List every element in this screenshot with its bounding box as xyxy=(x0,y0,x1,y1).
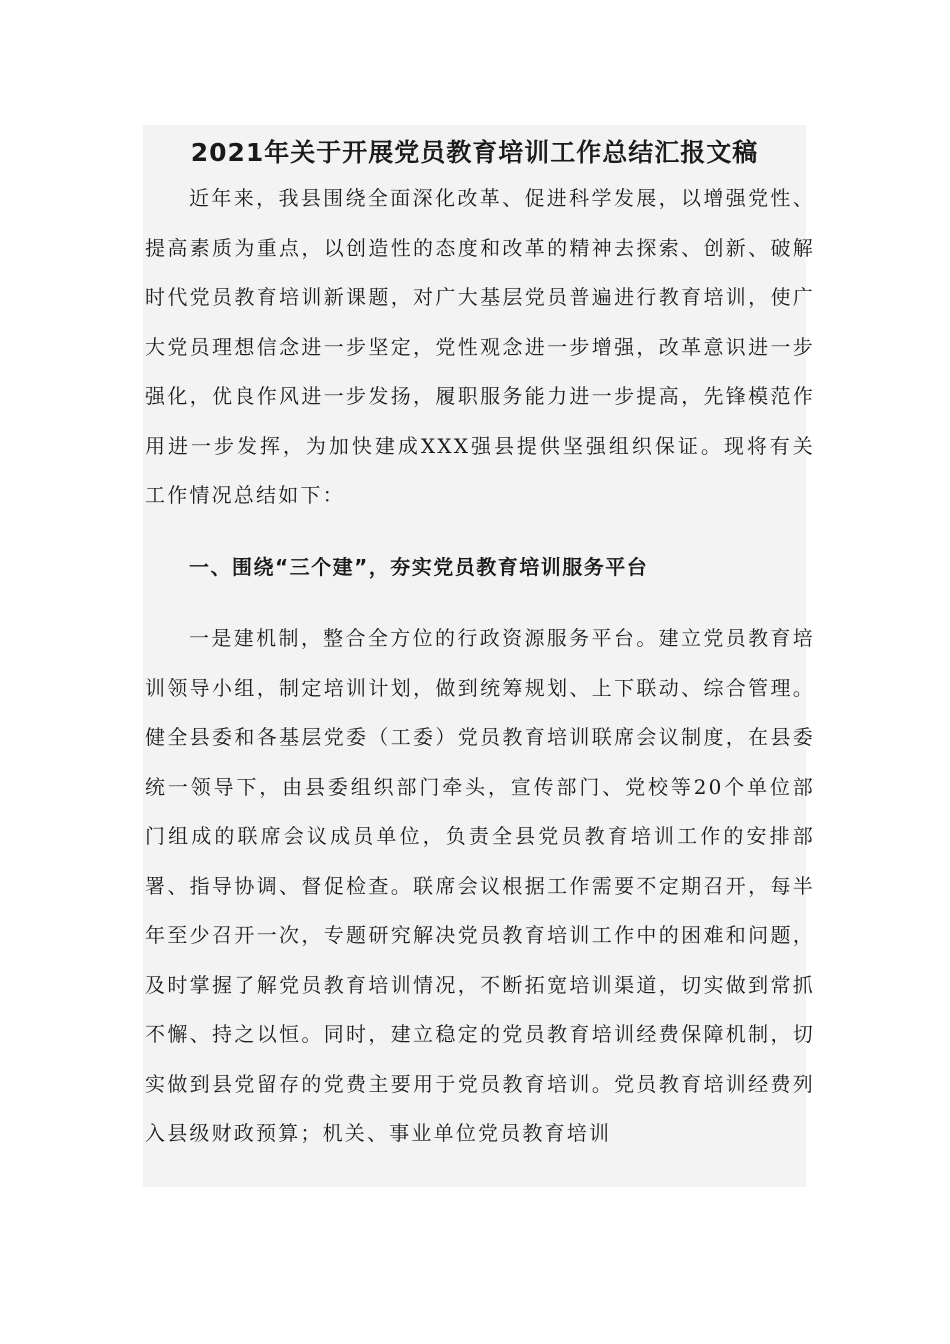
section-paragraph: 一是建机制，整合全方位的行政资源服务平台。建立党员教育培训领导小组，制定培训计划，做到统筹规划、上下联动、综合管理。健全县委和各基层党委（工委）党员教育培训联席会议制度，在县委统一领导下，由县委组织部门牵头，宣传部门、党校等20个单位部门组成的联席会议成员单位，负责全县党员教育培训工作的安排部署、指导协调、督促检查。联席会议根据工作需要不定期召开，每半年至少召开一次，专题研究解决党员教育培训工作中的困难和问题，及时掌握了解党员教育培训情况，不断拓宽培训渠道，切实做到常抓不懈、持之以恒。同时，建立稳定的党员教育培训经费保障机制，切实做到县党留存的党费主要用于党员教育培训。党员教育培训经费列入县级财政预算；机关、事业单位党员教育培训 xyxy=(145,626,815,1145)
document-title: 2021年关于开展党员教育培训工作总结汇报文稿 xyxy=(190,138,759,167)
intro-paragraph: 近年来，我县围绕全面深化改革、促进科学发展，以增强党性、提高素质为重点，以创造性的态度和改革的精神去探索、创新、破解时代党员教育培训新课题，对广大基层党员普遍进行教育培训，使广大党员理想信念进一步坚定，党性观念进一步增强，改革意识进一步强化，优良作风进一步发扬，履职服务能力进一步提高，先锋模范作用进一步发挥，为加快建成XXX强县提供坚强组织保证。现将有关工作情况总结如下： xyxy=(145,186,815,507)
document-body xyxy=(145,174,815,1159)
section-heading: 一、围绕“三个建”，夯实党员教育培训服务平台 xyxy=(189,554,649,579)
paragraph-spacer xyxy=(145,521,815,543)
paragraph-spacer xyxy=(145,592,815,614)
